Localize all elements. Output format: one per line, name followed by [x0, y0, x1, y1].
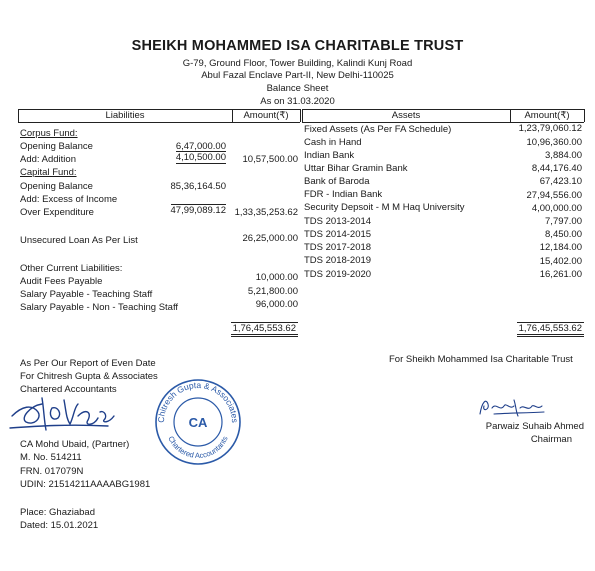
- asset-label: TDS 2017-2018: [304, 242, 372, 253]
- place: Place: Ghaziabad: [20, 507, 95, 518]
- auditor-udin: UDIN: 21514211AAAABG1981: [20, 479, 151, 490]
- assets-total: 1,76,45,553.62: [517, 322, 584, 337]
- asset-amount: 4,00,000.00: [531, 203, 582, 214]
- asset-label: TDS 2018-2019: [304, 255, 372, 266]
- org-name: SHEIKH MOHAMMED ISA CHARITABLE TRUST: [131, 38, 464, 54]
- asset-label: Security Depsoit - M M Haq University: [304, 202, 465, 213]
- chairman-designation: Chairman: [530, 434, 572, 445]
- excess-income-label: Add: Excess of Income: [20, 194, 118, 205]
- stamp-logo: CA: [188, 415, 208, 430]
- chairman-name: Parwaiz Suhaib Ahmed: [485, 421, 584, 432]
- corpus-addition-amount: 4,10,500.00: [175, 152, 226, 163]
- chairman-signature-image: [474, 392, 554, 422]
- unsecured-loan-label: Unsecured Loan As Per List: [20, 235, 138, 246]
- header-divider: [300, 109, 301, 122]
- salary-teaching-label: Salary Payable - Teaching Staff: [20, 289, 153, 300]
- col-header-assets: Assets: [391, 110, 421, 121]
- document-title: Balance Sheet: [266, 83, 329, 94]
- audit-fees-amount: 10,000.00: [255, 272, 298, 283]
- asset-amount: 7,797.00: [545, 216, 582, 227]
- col-header-amount-right: Amount(₹): [524, 110, 570, 121]
- svg-text:Chartered Accountants: [166, 435, 229, 460]
- as-on-date: As on 31.03.2020: [260, 96, 335, 107]
- auditor-signature-image: [8, 386, 128, 434]
- firm-seal-stamp: [150, 374, 246, 466]
- corpus-fund-heading: Corpus Fund:: [20, 128, 78, 139]
- other-current-liabilities-heading: Other Current Liabilities:: [20, 263, 123, 274]
- asset-label: TDS 2014-2015: [304, 229, 372, 240]
- asset-label: Fixed Assets (As Per FA Schedule): [304, 124, 452, 135]
- asset-amount: 10,96,360.00: [526, 137, 582, 148]
- address-line-2: Abul Fazal Enclave Part-II, New Delhi-110025: [201, 70, 394, 81]
- stamp-top-text: Chitresh Gupta & Associates: [155, 379, 241, 424]
- auditor-frn: FRN. 017079N: [20, 466, 84, 477]
- asset-label: Cash in Hand: [304, 137, 362, 148]
- capital-opening-balance-amount: 85,36,164.50: [170, 181, 226, 192]
- auditor-report-line: As Per Our Report of Even Date: [20, 358, 156, 369]
- asset-amount: 8,44,176.40: [531, 163, 582, 174]
- asset-amount: 16,261.00: [539, 269, 582, 280]
- asset-label: Uttar Bihar Gramin Bank: [304, 163, 408, 174]
- trust-for-line: For Sheikh Mohammed Isa Charitable Trust: [389, 354, 573, 365]
- asset-label: Bank of Baroda: [304, 176, 370, 187]
- auditor-name: CA Mohd Ubaid, (Partner): [20, 439, 130, 450]
- asset-label: TDS 2019-2020: [304, 269, 372, 280]
- stamp-bottom-text: Chartered Accountants: [166, 434, 230, 461]
- corpus-opening-balance-amount: 6,47,000.00: [175, 141, 226, 152]
- asset-amount: 27,94,556.00: [526, 190, 582, 201]
- header-divider: [584, 109, 585, 122]
- over-expenditure-amount: 47,99,089.12: [170, 205, 226, 216]
- salary-nonteaching-amount: 96,000.00: [255, 299, 298, 310]
- header-bottom-rule-left: [18, 122, 300, 123]
- corpus-opening-balance-label: Opening Balance: [20, 141, 93, 152]
- asset-amount: 1,23,79,060.12: [518, 123, 582, 134]
- asset-amount: 8,450.00: [545, 229, 582, 240]
- asset-label: FDR - Indian Bank: [304, 189, 383, 200]
- asset-amount: 3,884.00: [545, 150, 582, 161]
- over-expenditure-label: Over Expenditure: [20, 207, 94, 218]
- auditor-firm-line: For Chitresh Gupta & Associates: [20, 371, 158, 382]
- audit-fees-label: Audit Fees Payable: [20, 276, 103, 287]
- asset-amount: 12,184.00: [539, 242, 582, 253]
- asset-amount: 15,402.00: [539, 256, 582, 267]
- corpus-addition-label: Add: Addition: [20, 154, 76, 165]
- unsecured-loan-amount: 26,25,000.00: [242, 233, 298, 244]
- capital-total-amount: 1,33,35,253.62: [234, 207, 298, 218]
- dated: Dated: 15.01.2021: [20, 520, 99, 531]
- corpus-total-amount: 10,57,500.00: [242, 154, 298, 165]
- salary-teaching-amount: 5,21,800.00: [247, 286, 298, 297]
- asset-amount: 67,423.10: [539, 176, 582, 187]
- liabilities-total: 1,76,45,553.62: [231, 322, 298, 337]
- asset-label: TDS 2013-2014: [304, 216, 372, 227]
- salary-nonteaching-label: Salary Payable - Non - Teaching Staff: [20, 302, 179, 313]
- col-header-amount-left: Amount(₹): [243, 110, 289, 121]
- auditor-designation-line: Chartered Accountants: [20, 384, 117, 395]
- col-header-liabilities: Liabilities: [105, 110, 145, 121]
- auditor-membership-no: M. No. 514211: [20, 452, 82, 463]
- address-line-1: G-79, Ground Floor, Tower Building, Kalindi Kunj Road: [182, 58, 413, 69]
- asset-label: Indian Bank: [304, 150, 355, 161]
- capital-opening-balance-label: Opening Balance: [20, 181, 93, 192]
- capital-fund-heading: Capital Fund:: [20, 167, 77, 178]
